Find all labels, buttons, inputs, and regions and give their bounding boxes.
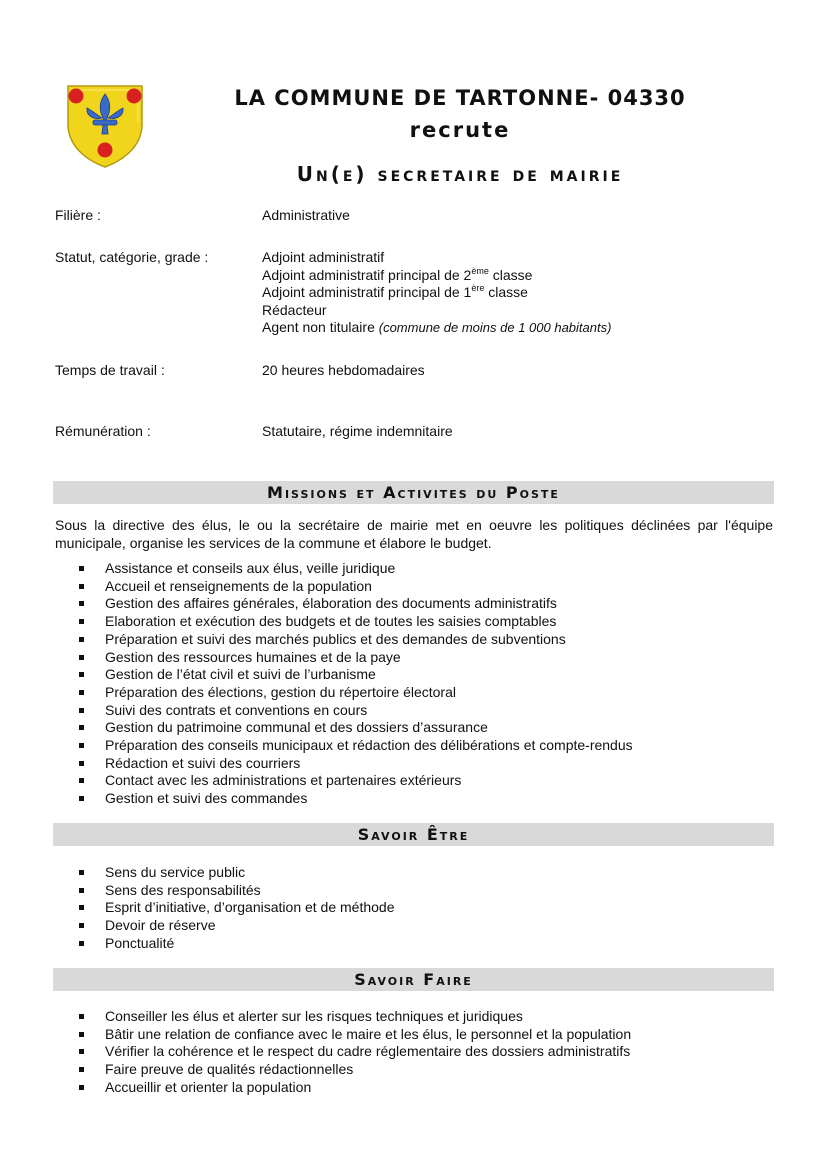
commune-crest-logo [66, 84, 144, 168]
list-item-text: Gestion et suivi des commandes [105, 790, 308, 807]
bullet-square-icon [79, 584, 84, 589]
list-item [55, 1026, 631, 1044]
list-item-text: Préparation et suivi des marchés publics et des demandes de subventions [105, 630, 566, 647]
list-item-text: Gestion de l’état civil et suivi de l’urbanisme [105, 666, 376, 683]
bullet-square-icon [79, 708, 84, 713]
list-item-text: Gestion des affaires générales, élaboration des documents administratifs [105, 595, 557, 612]
bullet-square-icon [79, 601, 84, 606]
list-item-text: Devoir de réserve [105, 917, 216, 934]
statut-line-4: Rédacteur [262, 301, 327, 318]
missions-intro: Sous la directive des élus, le ou la secrétaire de mairie met en oeuvre les politiques déclinées par l'équipe municipale, organise les services de la commune et élabore le budget. [55, 517, 773, 551]
filiere-value-text: Administrative [262, 207, 350, 223]
statut-line-2: Adjoint administratif principal de 2ème classe [262, 265, 533, 283]
bullet-square-icon [79, 655, 84, 660]
list-item-text: Accueillir et orienter la population [105, 1078, 312, 1095]
savoir-etre-list [55, 864, 395, 953]
filiere-label: Filière : [55, 207, 101, 223]
list-item [55, 1061, 631, 1079]
bullet-square-icon [79, 672, 84, 677]
filiere-value [262, 207, 782, 225]
list-item [55, 772, 633, 790]
list-item-text: Gestion des ressources humaines et de la paye [105, 648, 401, 665]
temps-value [262, 362, 782, 380]
list-item-text: Elaboration et exécution des budgets et de toutes les saisies comptables [105, 613, 557, 630]
list-item-text: Faire preuve de qualités rédactionnelles [105, 1061, 354, 1078]
bullet-square-icon [79, 796, 84, 801]
savoir-faire-heading: Savoir Faire [53, 968, 774, 991]
list-item-text: Suivi des contrats et conventions en cours [105, 701, 368, 718]
recruits-title: recrute [409, 118, 511, 142]
list-item-text: Sens du service public [105, 864, 246, 880]
missions-list [55, 560, 633, 808]
remuneration-value [262, 423, 782, 441]
bullet-square-icon [79, 778, 84, 783]
list-item [55, 1079, 631, 1097]
list-item [55, 1008, 631, 1026]
statut-line-3: Adjoint administratif principal de 1ère classe [262, 283, 528, 300]
list-item-text: Rédaction et suivi des courriers [105, 754, 301, 771]
bullet-square-icon [79, 1032, 84, 1037]
list-item [55, 864, 395, 882]
list-item-text: Contact avec les administrations et partenaires extérieurs [105, 772, 462, 789]
list-item-text: Vérifier la cohérence et le respect du cadre réglementaire des dossiers administratifs [105, 1043, 631, 1060]
list-item-text: Conseiller les élus et alerter sur les risques techniques et juridiques [105, 1008, 523, 1024]
bullet-square-icon [79, 743, 84, 748]
bullet-square-icon [79, 637, 84, 642]
statut-note: (commune de moins de 1 000 habitants) [378, 320, 612, 335]
employer-title: LA COMMUNE DE TARTONNE- 04330 [234, 86, 686, 110]
missions-heading: Missions et Activites du Poste [53, 481, 774, 504]
list-item [55, 702, 633, 720]
bullet-square-icon [79, 941, 84, 946]
bullet-square-icon [79, 619, 84, 624]
bullet-square-icon [79, 761, 84, 766]
list-item-text: Préparation des conseils municipaux et rédaction des délibérations et compte-rendus [105, 737, 633, 754]
list-item [55, 790, 633, 808]
list-item [55, 917, 395, 935]
list-item [55, 578, 633, 596]
bullet-square-icon [79, 888, 84, 893]
list-item-text: Assistance et conseils aux élus, veille juridique [105, 560, 396, 576]
bullet-square-icon [79, 725, 84, 730]
bullet-square-icon [79, 870, 84, 875]
list-item-text: Gestion du patrimoine communal et des dossiers d’assurance [105, 719, 488, 736]
savoir-etre-heading: Savoir Être [53, 823, 774, 846]
savoir-faire-list [55, 1008, 631, 1097]
bullet-square-icon [79, 1085, 84, 1090]
statut-line-1: Adjoint administratif [262, 249, 385, 265]
job-title: Un(e) secretaire de mairie [296, 162, 624, 186]
list-item [55, 755, 633, 773]
list-item-text: Accueil et renseignements de la population [105, 577, 372, 594]
list-item [55, 935, 395, 953]
temps-label: Temps de travail : [55, 362, 165, 378]
bullet-square-icon [79, 690, 84, 695]
list-item [55, 560, 633, 578]
bullet-square-icon [79, 1067, 84, 1072]
list-item [55, 595, 633, 613]
bullet-square-icon [79, 905, 84, 910]
list-item-text: Ponctualité [105, 934, 175, 951]
list-item-text: Préparation des élections, gestion du répertoire électoral [105, 683, 456, 700]
list-item [55, 1043, 631, 1061]
list-item-text: Sens des responsabilités [105, 881, 261, 898]
statut-values [262, 249, 782, 337]
bullet-square-icon [79, 1014, 84, 1019]
list-item-text: Bâtir une relation de confiance avec le maire et les élus, le personnel et la population [105, 1025, 632, 1042]
list-item [55, 613, 633, 631]
list-item [55, 882, 395, 900]
list-item [55, 737, 633, 755]
list-item [55, 899, 395, 917]
list-item [55, 631, 633, 649]
statut-label: Statut, catégorie, grade : [55, 249, 209, 265]
remuneration-label: Rémunération : [55, 423, 151, 439]
list-item-text: Esprit d’initiative, d’organisation et de méthode [105, 899, 395, 916]
statut-line-5: Agent non titulaire (commune de moins de 1 000 habitants) [262, 319, 612, 335]
remuneration-value-text: Statutaire, régime indemnitaire [262, 423, 453, 439]
list-item [55, 649, 633, 667]
bullet-square-icon [79, 1049, 84, 1054]
bullet-square-icon [79, 566, 84, 571]
temps-value-text: 20 heures hebdomadaires [262, 362, 425, 378]
list-item [55, 684, 633, 702]
list-item [55, 666, 633, 684]
list-item [55, 719, 633, 737]
bullet-square-icon [79, 923, 84, 928]
